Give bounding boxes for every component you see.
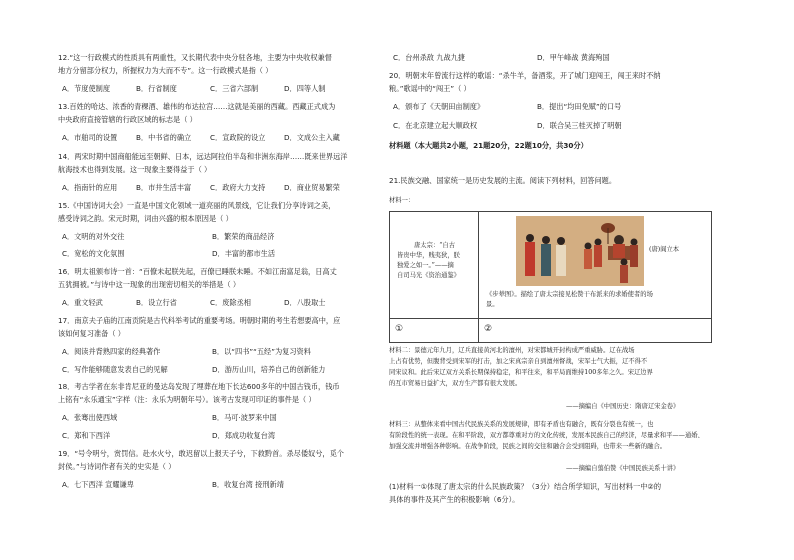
- q16-option-b[interactable]: B．设立行省: [136, 298, 177, 307]
- q12-option-a[interactable]: A．节度使制度: [62, 84, 111, 93]
- table-divider-horizontal: [389, 318, 711, 319]
- q17-option-d[interactable]: D．游历山川，培养自己的创新能力: [212, 365, 326, 374]
- q16-stem-1: 16．明太祖颁布诗一首：“百僚未起朕先起，百僚已睡朕未睡。不如江南富足翁，日高丈: [58, 267, 337, 276]
- q17-stem-2: 该如何复习准备（ ）: [58, 329, 125, 338]
- q18-stem-1: 18．考古学者在东非肯尼亚的曼达岛发现了埋葬在地下长达600多年的中国古钱币，钱币: [58, 382, 340, 391]
- q21-part1-line-2: 具体的事件及其产生的积极影响（6分）。: [389, 495, 520, 504]
- taizong-quote-line-2: 皆贵中华，贱夷狄，朕: [397, 252, 460, 259]
- q18-option-c[interactable]: C．郑和下西洋: [62, 431, 111, 440]
- answer-cell-1[interactable]: ①: [395, 324, 404, 334]
- q18-option-b[interactable]: B．马可·波罗来中国: [212, 413, 277, 422]
- q17-stem-1: 17．南京夫子庙的江南贡院是古代科举考试的重要考场。明朝时期的考生若想要高中，应: [58, 316, 341, 325]
- material-2-line-1: 材料二：景德元年九月，辽兵直接黄河北的澶州，对宋都城开封构成严重威胁。辽在战场: [389, 347, 635, 354]
- q20-option-a[interactable]: A．颁布了《天朝田亩制度》: [393, 102, 485, 111]
- q17-option-a[interactable]: A．阅读并背熟四家的经典著作: [62, 347, 161, 356]
- q16-option-a[interactable]: A．重文轻武: [62, 298, 103, 307]
- painting-caption-line-1: 《步辇图》。描绘了唐太宗接见松赞干布派来的求婚使者的场: [486, 291, 653, 298]
- q20-option-c[interactable]: C．在北京建立起大顺政权: [393, 121, 478, 130]
- material-3-line-1: 材料三：从整体来看中国古代民族关系的发展规律，即有矛盾也有融合，既有分裂也有统一，也: [389, 421, 654, 428]
- bunianti-painting: [516, 216, 644, 286]
- answer-cell-2[interactable]: ②: [484, 324, 493, 334]
- material-2-line-4: 的互市贸易日益扩大，双方生产都有很大发展。: [389, 380, 522, 387]
- q18-stem-2: 上铭有“永乐通宝”字样（注：永乐为明朝年号）。该考古发现可印证的事件是（ ）: [58, 395, 316, 404]
- section-heading: 材料题（本大题共2小题，21题20分，22题10分，共30分）: [389, 141, 588, 150]
- q16-option-d[interactable]: D．八股取士: [284, 298, 326, 307]
- q19-option-b[interactable]: B．收复台湾 接刑新靖: [212, 480, 284, 489]
- q14-stem-1: 14．两宋时期中国商船能远至朝鲜、日本，远达阿拉伯半岛和非洲东海岸……既来世界远洋: [58, 152, 348, 161]
- q15-option-c[interactable]: C．宽松的文化氛围: [62, 249, 125, 258]
- taizong-quote-line-1: 唐太宗：“自古: [414, 242, 456, 249]
- material-3-source: ——摘编自翦伯赞《中国民族关系十讲》: [566, 465, 680, 472]
- q14-option-b[interactable]: B．市井生活丰富: [136, 183, 192, 192]
- q19-option-a[interactable]: A．七下西洋 宣耀谦卑: [62, 480, 134, 489]
- q21-intro: 21.民族交融、国家统一是历史发展的主流。阅读下列材料，回答问题。: [389, 176, 617, 185]
- q20-option-d[interactable]: D．联合吴三桂灭掉了明朝: [537, 121, 622, 130]
- q15-stem-2: 感受诗词之韵。宋元时期，词由兴盛的根本原因是（ ）: [58, 214, 233, 223]
- material-2-line-3: 同宋议和。此后宋辽双方关系长期保持稳定，和平往来，和平局面维持100多年之久。宋辽边界: [389, 369, 653, 376]
- q20-stem-1: 20．明朝末年曾流行这样的歌谣：“杀牛羊，备酒浆，开了城门迎闯王，闯王来时不纳: [389, 71, 661, 80]
- q21-part1-line-1: (1)材料一①体现了唐太宗的什么民族政策？（3分）结合所学知识，写出材料一中②的: [389, 482, 662, 491]
- q18-option-a[interactable]: A．张骞出使西域: [62, 413, 118, 422]
- material-2-source: ——摘编自《中国历史：隋唐辽宋金卷》: [566, 403, 680, 410]
- q13-option-c[interactable]: C．宣政院的设立: [210, 133, 266, 142]
- q14-option-d[interactable]: D．商业贸易繁荣: [284, 183, 340, 192]
- painting-caption-line-2: 景。: [486, 301, 499, 308]
- taizong-quote-line-4: 自司马光《资治通鉴》: [397, 272, 460, 279]
- q12-option-c[interactable]: C．三省六部制: [210, 84, 259, 93]
- material-3-line-3: 加强交流并增强各种影响。在战争阶段，民族之间的交往和融合会受到阻碍，也带来一些新的融合。: [389, 443, 667, 450]
- q12-option-b[interactable]: B．行省制度: [136, 84, 177, 93]
- q19-option-d[interactable]: D．甲午峰战 黄海殉国: [537, 53, 610, 62]
- q13-stem-1: 13.百姓的哈达、浓香的青稞酒、雄伟的布达拉宫……这就是美丽的西藏。西藏正式成为: [58, 102, 336, 111]
- q13-option-a[interactable]: A．市舶司的设置: [62, 133, 118, 142]
- q16-option-c[interactable]: C．废除丞相: [210, 298, 251, 307]
- q15-option-a[interactable]: A．文明的对外交往: [62, 232, 125, 241]
- q13-stem-2: 中央政府直接管辖的行政区域的标志是（ ）: [58, 115, 197, 124]
- q20-stem-2: 粮。”歌谣中的“闯王”（ ）: [389, 84, 471, 93]
- q18-option-d[interactable]: D．郑成功收复台湾: [212, 431, 276, 440]
- q17-option-b[interactable]: B．以“四书”“五经”为复习资料: [212, 347, 311, 356]
- q13-option-d[interactable]: D．文成公主入藏: [284, 133, 340, 142]
- q14-option-c[interactable]: C．政府大力支持: [210, 183, 266, 192]
- taizong-quote-line-3: 独爱之如一。”——摘: [397, 262, 454, 269]
- q13-option-b[interactable]: B．中书省的确立: [136, 133, 192, 142]
- q12-stem-2: 地方分留部分权力，所握权力为大而不专”。这一行政模式是指（ ）: [58, 66, 273, 75]
- q19-stem-2: 封侯。”与诗词作者有关的史实是（ ）: [58, 462, 176, 471]
- q15-option-d[interactable]: D．丰富的都市生活: [212, 249, 276, 258]
- painting-author: (唐)阎立本: [649, 246, 680, 253]
- material-1-title: 材料一：: [389, 197, 415, 204]
- q15-stem-1: 15.《中国诗词大会》一直是中国文化领域一道亮丽的风景线，它让我们分享诗词之美，: [58, 201, 336, 210]
- q14-option-a[interactable]: A．指南针的应用: [62, 183, 118, 192]
- q12-stem-1: 12.“这一行政模式的性质具有两重性，又长期代表中央分驻各地，主要为中央收权兼督: [58, 53, 332, 62]
- material-3-line-2: 有阶段性的统一表现。在和平阶段，双方都尊重对方的文化传统，发展本民族自己的经济，尽量求和平——通婚、: [389, 432, 704, 439]
- q19-stem-1: 19．“号令明兮，赏罚信。赴水火兮，敢迟留以上报天子兮，下救黔首。杀尽倭奴兮，觅个: [58, 449, 344, 458]
- q15-option-b[interactable]: B．繁荣的商品经济: [212, 232, 275, 241]
- q17-option-c[interactable]: C．写作能够随意发表自己的见解: [62, 365, 168, 374]
- table-divider-vertical: [478, 211, 479, 342]
- q19-option-c[interactable]: C．台州杀敌 九战九捷: [393, 53, 465, 62]
- q16-stem-2: 五犹拥被。”与诗中这一现象的出现密切相关的举措是（ ）: [58, 280, 241, 289]
- material-2-line-2: 上占有优势，但腹背受到宋军的打击，加之宋真宗亲自到澶州督战，宋军士气大振，辽不得不: [389, 358, 648, 365]
- q14-stem-2: 航海技术也得到发展。这一现象主要得益于（ ）: [58, 165, 212, 174]
- q20-option-b[interactable]: B．提出“均田免赋”的口号: [537, 102, 622, 111]
- q12-option-d[interactable]: D．四等人制: [284, 84, 326, 93]
